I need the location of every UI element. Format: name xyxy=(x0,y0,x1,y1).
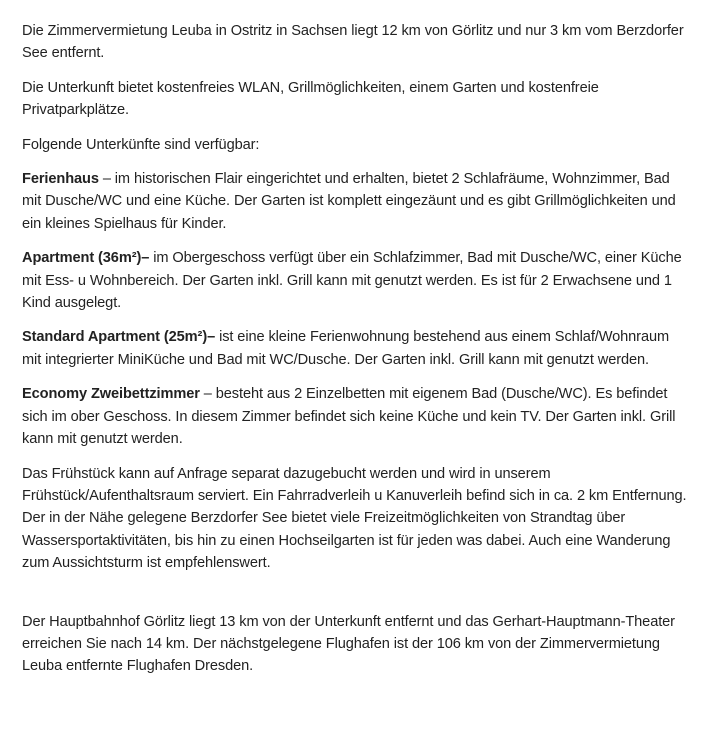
spacer xyxy=(22,587,692,611)
extras-paragraph: Das Frühstück kann auf Anfrage separat dazugebucht werden und wird in unserem Frühstück/Aufenthaltsraum serviert. Ein Fahrradverleih u Kanuverleih befind sich in ca. 2 km Entfernung. Der in der Nähe gelegene Berzdorfer See bietet viele Freizeitmöglichkeiten von Strandtag über Wassersportaktivitäten, bis hin zu einen Hochseilgarten ist für jeden was dabei. Auch eine Wanderung zum Aussichtsturm ist empfehlenswert. xyxy=(22,465,687,572)
unit-title: Apartment (36m²)– xyxy=(22,250,150,267)
intro-paragraph-location: Die Zimmervermietung Leuba in Ostritz in Sachsen liegt 12 km von Görlitz und nur 3 km vom Berzdorfer See entfernt. xyxy=(22,23,684,62)
unit-ferienhaus xyxy=(22,168,692,235)
unit-economy-room xyxy=(22,383,692,450)
unit-description: ist eine kleine Ferienwohnung bestehend aus einem Schlaf/Wohnraum mit integrierter MiniKüche und Bad mit WC/Dusche. Der Garten inkl. Grill kann mit genutzt werden. xyxy=(22,329,670,368)
location-paragraph: Der Hauptbahnhof Görlitz liegt 13 km von der Unterkunft entfernt und das Gerhart-Hauptmann-Theater erreichen Sie nach 14 km. Der nächstgelegene Flughafen ist der 106 km von der Zimmervermietung Leuba entfernte Flughafen Dresden. xyxy=(22,613,675,675)
intro-paragraph-available: Folgende Unterkünfte sind verfügbar: xyxy=(22,136,260,153)
intro-paragraph-amenities: Die Unterkunft bietet kostenfreies WLAN, Grillmöglichkeiten, einem Garten und kostenfreie Privatparkplätze. xyxy=(22,79,599,119)
unit-description: – im historischen Flair eingerichtet und erhalten, bietet 2 Schlafräume, Wohnzimmer, Bad mit Dusche/WC und eine Küche. Der Garten ist komplett eingezäunt und es gibt Grillmöglichkeiten und ein kleines Spielhaus für Kinder. xyxy=(22,171,676,232)
unit-title: Economy Zweibettzimmer xyxy=(22,386,200,403)
unit-description: im Obergeschoss verfügt über ein Schlafzimmer, Bad mit Dusche/WC, einer Küche mit Ess- u Wohnbereich. Der Garten inkl. Grill kann mit genutzt werden. Es ist für 2 Erwachsene und 1 Kind ausgelegt. xyxy=(22,250,682,312)
unit-standard-apartment xyxy=(22,326,692,371)
description-document xyxy=(22,20,692,690)
unit-title: Standard Apartment (25m²)– xyxy=(22,329,216,346)
unit-description: – besteht aus 2 Einzelbetten mit eigenem Bad (Dusche/WC). Es befindet sich im ober Geschoss. In diesem Zimmer befindet sich keine Küche und kein TV. Der Garten inkl. Grill kann mit genutzt werden. xyxy=(22,386,676,448)
unit-title: Ferienhaus xyxy=(22,171,99,188)
unit-apartment xyxy=(22,247,692,314)
